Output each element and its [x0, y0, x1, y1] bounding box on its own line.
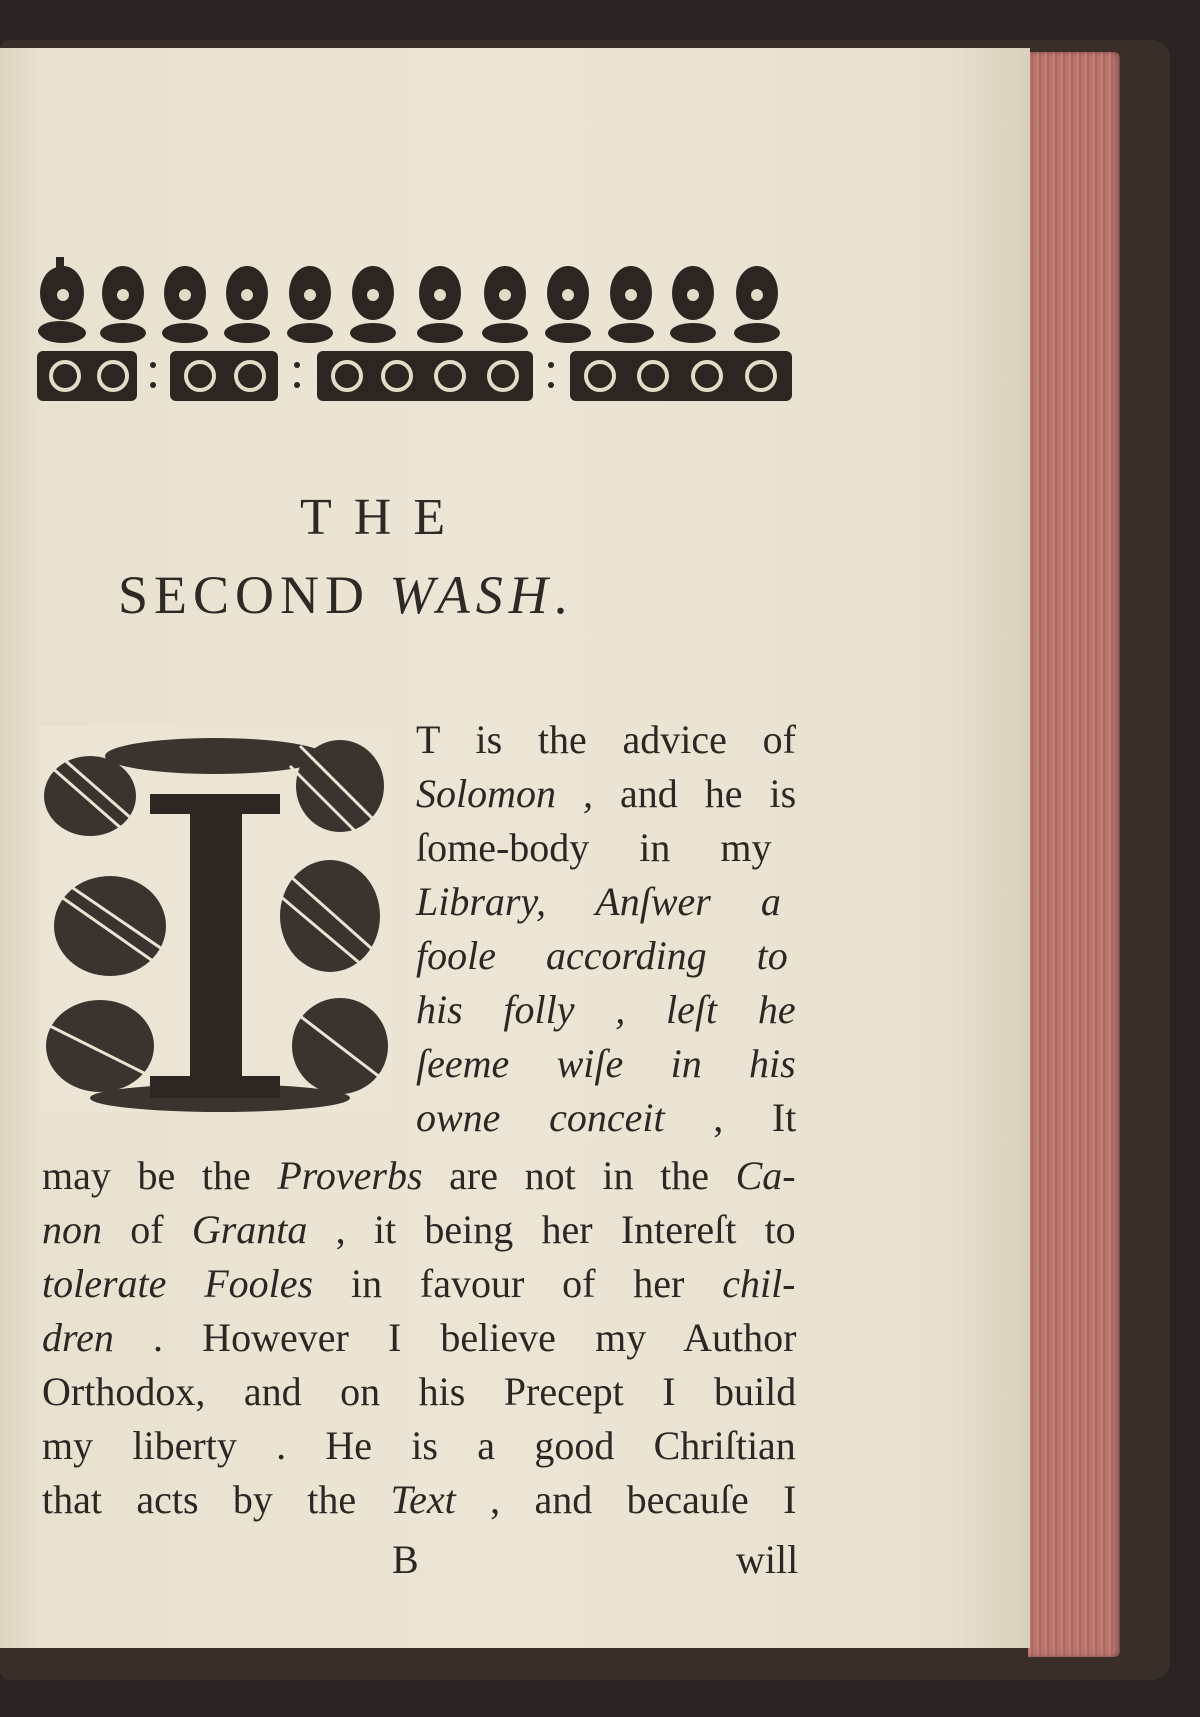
text-run: that acts by the [42, 1477, 391, 1522]
text-line [42, 1368, 796, 1416]
text-run: Granta [191, 1207, 308, 1252]
page-title-line1: THE [300, 489, 468, 546]
text-run: Proverbs [277, 1153, 423, 1198]
text-run: Solomon , [416, 771, 593, 816]
text-run: , It [664, 1095, 797, 1140]
text-run: Ca- [735, 1153, 796, 1198]
text-run: my liberty . He is a good Chriſtian [42, 1423, 796, 1468]
text-line [416, 1094, 796, 1142]
text-line [416, 986, 796, 1034]
text-run: Orthodox, and on his Precept I build [42, 1369, 797, 1414]
title-roman: SECOND [118, 565, 390, 625]
text-run: Text [390, 1477, 456, 1522]
page-fore-edge [1028, 52, 1120, 1657]
text-run: are not in the [422, 1153, 736, 1198]
text-line [416, 770, 796, 818]
text-run: T is the advice of [416, 717, 796, 762]
text-line [42, 1422, 796, 1470]
text-run: foole according to [416, 933, 788, 978]
title-period: . [553, 565, 574, 625]
text-run: and he is [593, 771, 797, 816]
text-run: dren [42, 1315, 114, 1360]
signature-mark: B [392, 1537, 419, 1582]
catchword: will [736, 1537, 799, 1582]
text-run: may be the [42, 1153, 278, 1198]
text-run: chil- [722, 1261, 796, 1306]
book-page [0, 48, 1030, 1648]
text-run: , and becauſe I [455, 1477, 797, 1522]
text-run: ſome-body in my [416, 825, 772, 870]
text-line [42, 1152, 796, 1200]
text-line [42, 1476, 796, 1524]
text-run: of [102, 1207, 192, 1252]
text-run: owne conceit [416, 1095, 665, 1140]
text-run: . However I believe my Author [113, 1315, 797, 1360]
text-line [416, 878, 781, 926]
text-line [416, 824, 772, 872]
text-run: non [42, 1207, 102, 1252]
text-line [416, 932, 788, 980]
text-line [42, 1206, 796, 1254]
text-line [42, 1260, 796, 1308]
text-run: his folly , leſt he [416, 987, 796, 1032]
text-line [416, 716, 796, 764]
body-text [0, 48, 1030, 1648]
text-run: in favour of her [313, 1261, 723, 1306]
text-line [42, 1314, 796, 1362]
text-run: ſeeme wiſe in his [416, 1041, 796, 1086]
text-line [416, 1040, 796, 1088]
title-italic: WASH [389, 565, 554, 625]
text-run: Library, Anſwer a [416, 879, 781, 924]
text-run: tolerate Fooles [42, 1261, 314, 1306]
text-run: , it being her Intereſt to [307, 1207, 796, 1252]
